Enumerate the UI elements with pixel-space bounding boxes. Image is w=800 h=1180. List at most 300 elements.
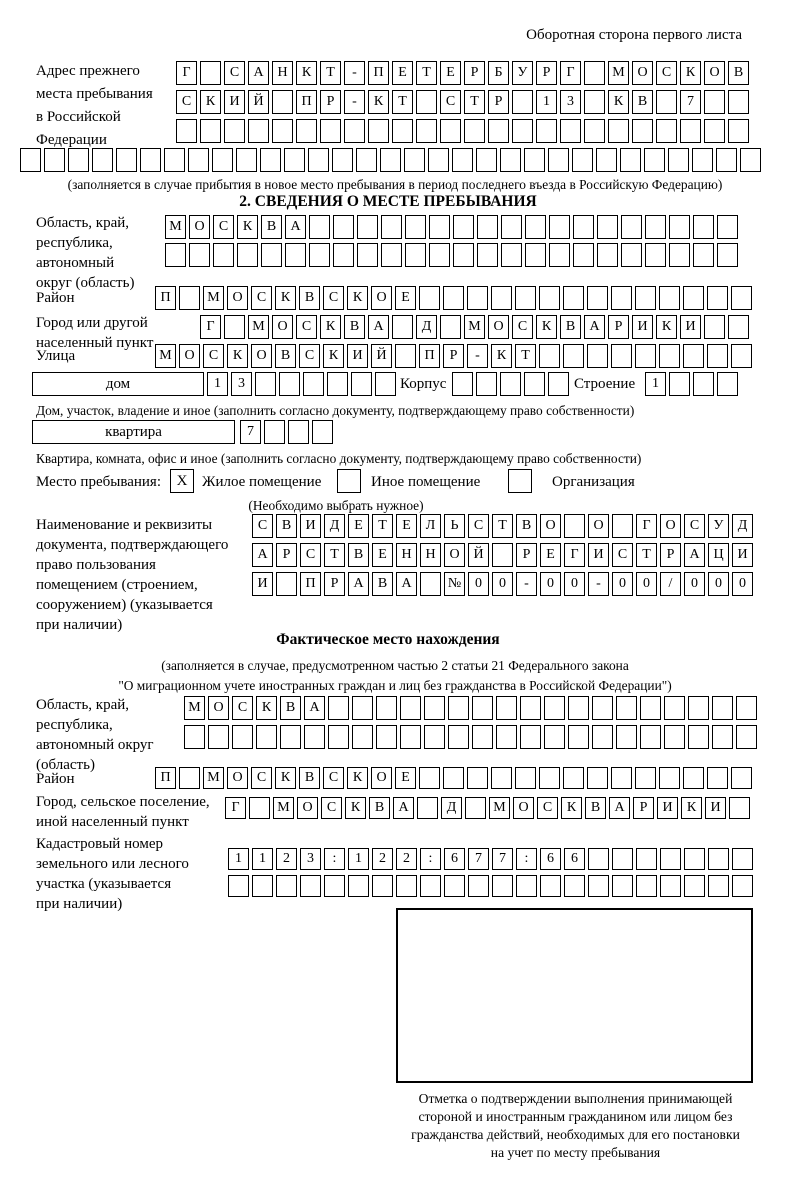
char-cell: О: [660, 514, 681, 538]
char-cell: [304, 725, 325, 749]
char-cell: В: [348, 543, 369, 567]
char-cell: 7: [680, 90, 701, 114]
char-cell: С: [612, 543, 633, 567]
char-cell: Е: [348, 514, 369, 538]
char-cell: К: [237, 215, 258, 239]
label-line: Город, сельское поселение,: [36, 794, 210, 810]
label-line: стороной и иностранным гражданином или лицом без: [418, 1109, 733, 1124]
stay-type-checkbox-other: [337, 469, 361, 493]
char-cell: [375, 372, 396, 396]
house-caption: Дом, участок, владение и иное (заполнить согласно документу, подтверждающему право собственности): [36, 403, 635, 418]
char-cell: [472, 725, 493, 749]
char-cell: [611, 286, 632, 310]
char-cell: И: [300, 514, 321, 538]
char-cell: 1: [252, 848, 273, 870]
char-cell: [539, 286, 560, 310]
char-cell: [376, 696, 397, 720]
label-line: республика,: [36, 717, 113, 733]
char-cell: И: [705, 797, 726, 819]
char-cell: [381, 243, 402, 267]
char-cell: 6: [564, 848, 585, 870]
char-cell: [420, 572, 441, 596]
char-cell: [717, 215, 738, 239]
char-cell: [404, 148, 425, 172]
char-cell: [200, 119, 221, 143]
char-cell: [728, 315, 749, 339]
char-cell: О: [227, 767, 248, 789]
char-cell: А: [684, 543, 705, 567]
char-cell: С: [656, 61, 677, 85]
char-cell: [616, 725, 637, 749]
char-cell: [416, 90, 437, 114]
char-cell: [608, 119, 629, 143]
char-cell: [400, 725, 421, 749]
char-cell: [564, 514, 585, 538]
char-cell: М: [608, 61, 629, 85]
char-cell: А: [396, 572, 417, 596]
char-cell: О: [513, 797, 534, 819]
char-cell: [717, 243, 738, 267]
char-cell: С: [468, 514, 489, 538]
char-cell: [501, 215, 522, 239]
char-cell: [564, 875, 585, 897]
char-cell: М: [165, 215, 186, 239]
char-cell: [416, 119, 437, 143]
char-cell: :: [516, 848, 537, 870]
char-cell: П: [155, 286, 176, 310]
char-cell: Т: [636, 543, 657, 567]
char-cell: Б: [488, 61, 509, 85]
label-line: документа, подтверждающего: [36, 537, 229, 553]
char-cell: В: [276, 514, 297, 538]
char-cell: 0: [708, 572, 729, 596]
char-cell: Е: [396, 514, 417, 538]
char-cell: Е: [395, 286, 416, 310]
stroenie-row: [645, 372, 741, 396]
actual-location-caption-1: (заполняется в случае, предусмотренном частью 2 статьи 21 Федерального закона: [161, 658, 629, 673]
char-cell: И: [347, 344, 368, 368]
char-cell: [285, 243, 306, 267]
char-cell: [491, 286, 512, 310]
char-cell: [255, 372, 276, 396]
char-cell: [372, 875, 393, 897]
char-cell: Р: [488, 90, 509, 114]
char-cell: К: [681, 797, 702, 819]
char-cell: [224, 315, 245, 339]
char-cell: [611, 767, 632, 789]
char-cell: [213, 243, 234, 267]
char-cell: [539, 767, 560, 789]
char-cell: Е: [540, 543, 561, 567]
char-cell: [332, 148, 353, 172]
char-cell: [237, 243, 258, 267]
section2-title: 2. СВЕДЕНИЯ О МЕСТЕ ПРЕБЫВАНИЯ: [239, 193, 537, 210]
char-cell: [712, 725, 733, 749]
char-cell: И: [680, 315, 701, 339]
char-cell: С: [296, 315, 317, 339]
char-cell: [568, 725, 589, 749]
cadastral-row-2: [228, 875, 756, 897]
char-cell: [548, 148, 569, 172]
char-cell: [303, 372, 324, 396]
char-cell: М: [155, 344, 176, 368]
char-cell: [264, 420, 285, 444]
prev-address-caption: (заполняется в случае прибытия в новое место пребывания в период последнего въезда в Российскую Федерацию): [67, 177, 723, 192]
char-cell: О: [371, 286, 392, 310]
char-cell: [707, 286, 728, 310]
char-cell: [611, 344, 632, 368]
char-cell: О: [632, 61, 653, 85]
char-cell: С: [232, 696, 253, 720]
korpus-row: [452, 372, 572, 396]
char-cell: К: [345, 797, 366, 819]
char-cell: [684, 875, 705, 897]
char-cell: О: [488, 315, 509, 339]
char-cell: [256, 725, 277, 749]
char-cell: К: [347, 767, 368, 789]
char-cell: 7: [492, 848, 513, 870]
char-cell: О: [704, 61, 725, 85]
char-cell: [584, 61, 605, 85]
actual-location-caption-2: "О миграционном учете иностранных граждан и лиц без гражданства в Российской Федерации"): [118, 678, 672, 693]
label-line: при наличии): [36, 617, 123, 633]
char-cell: Й: [371, 344, 392, 368]
char-cell: П: [419, 344, 440, 368]
char-cell: [357, 215, 378, 239]
char-cell: [548, 372, 569, 396]
char-cell: 0: [732, 572, 753, 596]
char-cell: П: [300, 572, 321, 596]
char-cell: [584, 119, 605, 143]
char-cell: [351, 372, 372, 396]
char-cell: [688, 696, 709, 720]
char-cell: [736, 725, 757, 749]
char-cell: [501, 243, 522, 267]
char-cell: [92, 148, 113, 172]
char-cell: [573, 215, 594, 239]
char-cell: Й: [468, 543, 489, 567]
char-cell: М: [203, 286, 224, 310]
char-cell: [516, 875, 537, 897]
char-cell: К: [608, 90, 629, 114]
char-cell: [452, 148, 473, 172]
char-cell: [664, 696, 685, 720]
char-cell: Р: [608, 315, 629, 339]
char-cell: М: [203, 767, 224, 789]
char-cell: [588, 875, 609, 897]
char-cell: Т: [464, 90, 485, 114]
city-row: [200, 315, 752, 339]
char-cell: [683, 767, 704, 789]
char-cell: [464, 119, 485, 143]
char-cell: [448, 696, 469, 720]
char-cell: [549, 243, 570, 267]
char-cell: К: [368, 90, 389, 114]
char-cell: В: [261, 215, 282, 239]
stay-type-checkbox-residential: X: [170, 469, 194, 493]
char-cell: -: [467, 344, 488, 368]
label-line: Наименование и реквизиты: [36, 517, 213, 533]
char-cell: [563, 344, 584, 368]
char-cell: [616, 696, 637, 720]
char-cell: О: [179, 344, 200, 368]
char-cell: В: [728, 61, 749, 85]
char-cell: Г: [560, 61, 581, 85]
char-cell: [563, 286, 584, 310]
char-cell: Р: [276, 543, 297, 567]
char-cell: [731, 286, 752, 310]
label-line: Отметка о подтверждении выполнения принимающей: [418, 1091, 733, 1106]
char-cell: М: [273, 797, 294, 819]
char-cell: [352, 725, 373, 749]
char-cell: С: [323, 767, 344, 789]
char-cell: [717, 372, 738, 396]
char-cell: [327, 372, 348, 396]
char-cell: [356, 148, 377, 172]
char-cell: Г: [225, 797, 246, 819]
char-cell: [312, 420, 333, 444]
char-cell: [424, 725, 445, 749]
stay-type-label: Место пребывания:: [36, 474, 161, 490]
prev-address-row-1: [176, 61, 752, 85]
char-cell: [693, 243, 714, 267]
char-cell: [621, 243, 642, 267]
char-cell: В: [516, 514, 537, 538]
char-cell: Р: [660, 543, 681, 567]
korpus-label: Корпус: [400, 376, 447, 392]
char-cell: [357, 243, 378, 267]
char-cell: 0: [684, 572, 705, 596]
char-cell: У: [512, 61, 533, 85]
char-cell: [400, 696, 421, 720]
char-cell: [644, 148, 665, 172]
char-cell: [308, 148, 329, 172]
char-cell: Н: [272, 61, 293, 85]
char-cell: [140, 148, 161, 172]
char-cell: [252, 875, 273, 897]
char-cell: [660, 875, 681, 897]
char-cell: [539, 344, 560, 368]
char-cell: [640, 696, 661, 720]
char-cell: [477, 243, 498, 267]
char-cell: 7: [240, 420, 261, 444]
char-cell: [428, 148, 449, 172]
char-cell: С: [251, 767, 272, 789]
label-line: на учет по месту пребывания: [490, 1145, 661, 1160]
district-label: Район: [36, 290, 75, 306]
char-cell: В: [280, 696, 301, 720]
char-cell: -: [344, 61, 365, 85]
char-cell: 6: [444, 848, 465, 870]
label-line: республика,: [36, 235, 113, 251]
char-cell: [212, 148, 233, 172]
char-cell: 2: [372, 848, 393, 870]
char-cell: [465, 797, 486, 819]
char-cell: 0: [540, 572, 561, 596]
char-cell: М: [464, 315, 485, 339]
char-cell: Р: [633, 797, 654, 819]
char-cell: -: [588, 572, 609, 596]
char-cell: [44, 148, 65, 172]
document-row-3: [252, 572, 756, 596]
char-cell: Д: [441, 797, 462, 819]
char-cell: [656, 119, 677, 143]
char-cell: [188, 148, 209, 172]
char-cell: В: [372, 572, 393, 596]
char-cell: [279, 372, 300, 396]
char-cell: [419, 286, 440, 310]
char-cell: К: [561, 797, 582, 819]
char-cell: [587, 286, 608, 310]
char-cell: 2: [276, 848, 297, 870]
label-line: при наличии): [36, 896, 123, 912]
char-cell: [573, 243, 594, 267]
char-cell: [392, 315, 413, 339]
stay-type-note: (Необходимо выбрать нужное): [248, 498, 424, 513]
char-cell: В: [560, 315, 581, 339]
char-cell: П: [155, 767, 176, 789]
char-cell: [736, 696, 757, 720]
char-cell: [592, 725, 613, 749]
char-cell: [708, 875, 729, 897]
char-cell: [260, 148, 281, 172]
char-cell: [440, 315, 461, 339]
char-cell: [328, 725, 349, 749]
char-cell: А: [368, 315, 389, 339]
char-cell: [592, 696, 613, 720]
char-cell: К: [200, 90, 221, 114]
char-cell: [467, 767, 488, 789]
char-cell: [429, 243, 450, 267]
char-cell: О: [227, 286, 248, 310]
char-cell: [707, 767, 728, 789]
char-cell: [515, 286, 536, 310]
prev-address-row-3: [176, 119, 752, 143]
char-cell: [660, 848, 681, 870]
char-cell: Д: [416, 315, 437, 339]
char-cell: И: [588, 543, 609, 567]
char-cell: 2: [396, 848, 417, 870]
char-cell: С: [684, 514, 705, 538]
char-cell: [731, 767, 752, 789]
char-cell: [664, 725, 685, 749]
char-cell: Е: [392, 61, 413, 85]
char-cell: [688, 725, 709, 749]
cadastral-label: [36, 834, 216, 914]
char-cell: [524, 148, 545, 172]
prev-address-row-4: [20, 148, 764, 172]
char-cell: М: [184, 696, 205, 720]
char-cell: [184, 725, 205, 749]
char-cell: [309, 215, 330, 239]
char-cell: [492, 875, 513, 897]
char-cell: [488, 119, 509, 143]
char-cell: [405, 215, 426, 239]
char-cell: С: [537, 797, 558, 819]
char-cell: К: [347, 286, 368, 310]
char-cell: [344, 119, 365, 143]
char-cell: У: [708, 514, 729, 538]
char-cell: [520, 725, 541, 749]
char-cell: [249, 797, 270, 819]
char-cell: [540, 875, 561, 897]
char-cell: [419, 767, 440, 789]
char-cell: [381, 215, 402, 239]
actual-region-label: [36, 695, 186, 775]
char-cell: [584, 90, 605, 114]
char-cell: [376, 725, 397, 749]
label-line: в Российской: [36, 109, 121, 125]
char-cell: [612, 848, 633, 870]
label-line: Область, край,: [36, 215, 130, 231]
document-row-2: [252, 543, 756, 567]
char-cell: [68, 148, 89, 172]
char-cell: [704, 119, 725, 143]
char-cell: 7: [468, 848, 489, 870]
char-cell: К: [323, 344, 344, 368]
char-cell: 1: [645, 372, 666, 396]
label-line: помещением (строением,: [36, 577, 198, 593]
prev-address-row-2: [176, 90, 752, 114]
char-cell: К: [275, 767, 296, 789]
prev-address-label: [36, 60, 186, 152]
char-cell: К: [491, 344, 512, 368]
label-line: право пользования: [36, 557, 156, 573]
char-cell: О: [297, 797, 318, 819]
char-cell: О: [189, 215, 210, 239]
char-cell: [395, 344, 416, 368]
char-cell: [632, 119, 653, 143]
char-cell: [544, 725, 565, 749]
char-cell: С: [213, 215, 234, 239]
char-cell: П: [368, 61, 389, 85]
actual-region-row-2: [184, 725, 760, 749]
char-cell: [453, 215, 474, 239]
char-cell: С: [224, 61, 245, 85]
char-cell: [176, 119, 197, 143]
char-cell: [164, 148, 185, 172]
char-cell: Т: [372, 514, 393, 538]
char-cell: 0: [636, 572, 657, 596]
char-cell: К: [536, 315, 557, 339]
char-cell: [200, 61, 221, 85]
label-line: Город или другой: [36, 315, 148, 331]
char-cell: И: [657, 797, 678, 819]
actual-settlement-label: [36, 792, 231, 832]
char-cell: [424, 696, 445, 720]
char-cell: [708, 848, 729, 870]
char-cell: Р: [443, 344, 464, 368]
char-cell: Р: [324, 572, 345, 596]
char-cell: [693, 372, 714, 396]
region-label: [36, 213, 166, 293]
char-cell: К: [320, 315, 341, 339]
stay-type-option-organization: Организация: [552, 474, 635, 490]
char-cell: [443, 286, 464, 310]
stroenie-label: Строение: [574, 376, 636, 392]
char-cell: [612, 875, 633, 897]
char-cell: Р: [516, 543, 537, 567]
char-cell: [276, 572, 297, 596]
apartment-caption: Квартира, комната, офис и иное (заполнить согласно документу, подтверждающему право собственности): [36, 451, 642, 466]
char-cell: Н: [420, 543, 441, 567]
char-cell: [512, 119, 533, 143]
char-cell: К: [656, 315, 677, 339]
char-cell: Г: [200, 315, 221, 339]
char-cell: [296, 119, 317, 143]
char-cell: Р: [464, 61, 485, 85]
actual-district-label: Район: [36, 771, 75, 787]
